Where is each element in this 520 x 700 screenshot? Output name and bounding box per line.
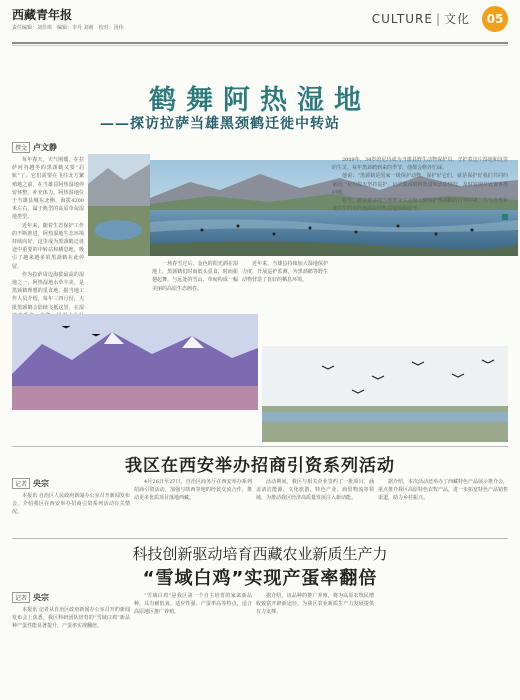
flying-cranes-graphic — [262, 346, 508, 442]
article2-paragraph: 4月26日至27日，自治区商务厅在西安举办系列招商引资活动，加强与陕西等地的经贸交流合作，推动更多优质项目落地西藏。 — [134, 479, 252, 502]
section-divider — [12, 446, 508, 447]
article3-paragraph: 据介绍，该品种的推广养殖，将为高原农牧民增收致富开辟新途径，为我区农业新质生产力发展提供有力支撑。 — [256, 593, 374, 616]
byline-name: 央宗 — [33, 479, 50, 488]
article2-column-4 — [378, 478, 508, 532]
masthead — [12, 6, 508, 40]
article3-paragraph: “雪域白鸡”是我区第一个自主培育的家禽新品种，具有耐低氧、适应性强、产蛋率高等特点，适合高原地区推广养殖。 — [134, 593, 252, 616]
snow-mountains-photo — [12, 314, 258, 410]
article3-column-2 — [134, 592, 252, 692]
article3-headline: 科技创新驱动培育西藏农业新质生产力 — [132, 545, 388, 563]
section-cn: 文化 — [443, 12, 470, 26]
byline-label: 记者 — [12, 478, 30, 489]
byline-name: 央宗 — [33, 593, 50, 602]
article1-paragraph: 如今，越来越多的当地群众主动加入到保护黑颈鹤的行列中来，人与自然和谐共生的美好画面在阿热湿地徐徐展开。 — [332, 198, 508, 213]
article3-column-4 — [378, 592, 508, 692]
masthead-rule-thin — [12, 45, 508, 46]
article1-column-3 — [242, 260, 328, 312]
article1-byline — [12, 142, 57, 153]
article1-paragraph: 作为拉萨周边海拔最高的湿地之一，阿热湿地水草丰美，是黑颈鹤理想的觅食地。据当地工作人员介绍，每年三四月份，大批黑颈鹤会陆续飞抵这里，在湿 — [12, 271, 84, 311]
section-en: CULTURE — [371, 12, 433, 26]
article2-paragraph: 本报讯 自治区人民政府新闻办公室召开新闻发布会，介绍我区在西安举办招商引资系列活动有关情况。 — [12, 493, 130, 516]
snow-mountains-graphic — [12, 314, 258, 410]
article3-column-3 — [256, 592, 374, 692]
byline-name: 卢文静 — [33, 143, 58, 152]
article2-paragraph: 据介绍，本次活动还举办了西藏特色产品展示推介会，重点推介我区高原特色农牧产品，进一步拓宽特色产品销售渠道，助力乡村振兴。 — [378, 479, 508, 502]
mountain-wetland-photo — [88, 154, 150, 256]
flying-cranes-photo — [262, 346, 508, 442]
article2-column-3 — [256, 478, 374, 532]
article1-paragraph: 2009年，34岁的尼玛成为当雄县野生动物保护员，守护着这片湿地和这里的生灵。每年黑颈鹤到来的季节，他都会格外忙碌。 — [332, 157, 508, 172]
article1-paragraph: 近年来，随着生态保护工作的不断推进，阿热湿地生态环境持续向好，这里成为黑颈鹤迁徙途中重要的中转站和栖息地，吸引了越来越多的黑颈鹤在此停留。 — [12, 222, 84, 270]
article2-column-1 — [12, 492, 130, 532]
mountain-photo-graphic — [88, 154, 150, 256]
section-separator: | — [435, 12, 441, 26]
article2-byline — [12, 478, 49, 489]
article1-column-2 — [152, 260, 238, 312]
article2-headline: 我区在西安举办招商引资系列活动 — [125, 456, 395, 476]
section-label — [372, 10, 470, 27]
paper-name: 西藏青年报 — [12, 8, 73, 22]
article3-byline — [12, 592, 49, 603]
article3-subheadline: “雪域白鸡”实现产蛋率翻倍 — [142, 568, 378, 589]
article2-column-2 — [134, 478, 252, 532]
article1-paragraph: 近年来，当雄县持续加大湿地保护力度，开展巡护监测，为黑颈鹤等野生动物营造了良好的栖息环境。 — [242, 261, 328, 284]
article1-paragraph: 每年春天，天气刚暖，在拉萨河谷越冬的黑颈鹤又要“启航”了。它们需要在飞往北方繁殖地之前，在当雄县阿热湿地停留休整，补充体力。阿热湿地位于当雄县城东北侧，海拔4200米左右，属于典型的高原草甸湿地类型。 — [12, 157, 84, 221]
article1-paragraph: 一场春雪过后，金色的阳光洒在湿地上，黑颈鹤们时而低头觅食，时而振翅起舞，与远处的雪山、草甸构成一幅美丽的高原生态画卷。 — [152, 261, 238, 292]
article3-paragraph: 本报讯 记者从自治区政府新闻办公室召开的新闻发布会上获悉，我区科研团队培育的“雪域白鸡”新品种产蛋性能显著提升，产蛋率实现翻倍。 — [12, 607, 130, 630]
byline-label: 记者 — [12, 592, 30, 603]
article1-headline: 鹤舞阿热湿地 — [149, 85, 371, 116]
article-end-mark — [502, 214, 508, 220]
page-number-badge: 05 — [482, 6, 508, 32]
article1-column-4 — [332, 156, 508, 370]
byline-label: 撰文 — [12, 142, 30, 153]
editor-meta: 责任编辑：刘佳琪 编辑：李丹 刘萌 校对：汤伟 — [12, 25, 124, 31]
masthead-rule — [12, 42, 508, 44]
article2-paragraph: 活动期间，我区与相关企业签约了一批项目，涵盖清洁能源、文化旅游、特色产业、商贸物流等领域，为推动我区经济高质量发展注入新动能。 — [256, 479, 374, 502]
article1-subheadline: ——探访拉萨当雄黑颈鹤迁徙中转站 — [100, 116, 340, 132]
section-divider — [12, 538, 508, 539]
article3-column-1 — [12, 606, 130, 692]
article1-paragraph: 他说：“黑颈鹤是国家一级保护动物，保护好它们，就是保护好我们共同的家园。”尼玛每天坚持巡护，记录黑颈鹤的数量和活动情况，及时发现并处置各类问题。 — [332, 173, 508, 196]
